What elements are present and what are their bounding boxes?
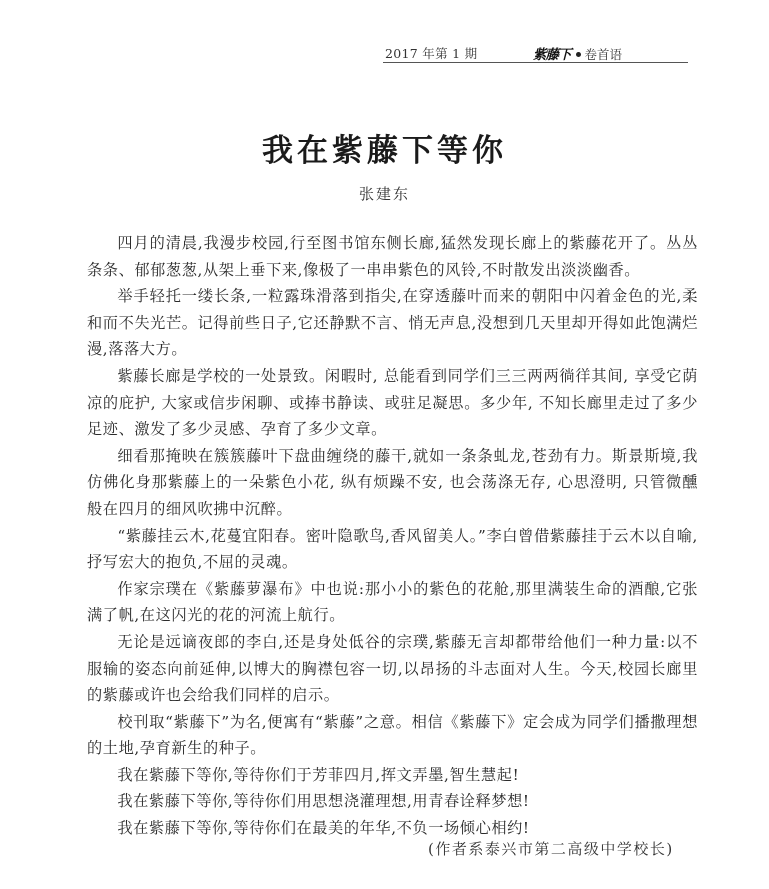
running-header xyxy=(383,44,688,63)
paragraph: 四月的清晨,我漫步校园,行至图书馆东侧长廊,猛然发现长廊上的紫藤花开了。丛丛条条、郁郁葱葱,从架上垂下来,像极了一串串紫色的风铃,不时散发出淡淡幽香。 xyxy=(87,234,698,279)
article-body xyxy=(87,230,698,842)
article-title: 我在紫藤下等你 xyxy=(262,133,507,169)
section-label xyxy=(533,43,622,63)
paragraph: 校刊取“紫藤下”为名,便寓有“紫藤”之意。相信《紫藤下》定会成为同学们播撒理想的土地,孕育新生的种子。 xyxy=(87,712,698,758)
author-note: (作者系泰兴市第二高级中学校长) xyxy=(428,840,674,858)
section-name: 卷首语 xyxy=(584,47,623,62)
paragraph: 举手轻托一缕长条,一粒露珠滑落到指尖,在穿透藤叶而来的朝阳中闪着金色的光,柔和而不失光芒。记得前些日子,它还静默不言、悄无声息,没想到几天里却开得如此饱满烂漫,落落大方。 xyxy=(87,287,698,359)
wish-line: 我在紫藤下等你,等待你们于芳菲四月,挥文弄墨,智生慧起! xyxy=(117,765,520,784)
paragraph: “紫藤挂云木,花蔓宜阳春。密叶隐歌鸟,香风留美人。”李白曾借紫藤挂于云木以自喻,抒写宏大的抱负,不屈的灵魂。 xyxy=(87,526,698,572)
wish-line: 我在紫藤下等你,等待你们在最美的年华,不负一场倾心相约! xyxy=(117,819,530,838)
paragraph: 紫藤长廊是学校的一处景致。闲暇时, 总能看到同学们三三两两徜徉其间, 享受它荫凉的庇护, 大家或信步闲聊、或捧书静读、或驻足凝思。多少年, 不知长廊里走过了多少足迹、激发了多少灵感、孕育了多少文章。 xyxy=(87,366,698,439)
wish-line: 我在紫藤下等你,等待你们用思想浇灌理想,用青春诠释梦想! xyxy=(117,792,530,811)
paragraph: 细看那掩映在簇簇藤叶下盘曲缠绕的藤干,就如一条条虬龙,苍劲有力。斯景斯境,我仿佛化身那紫藤上的一朵紫色小花, 纵有烦躁不安, 也会荡涤无存, 心思澄明, 只管微醺般在四月的细风吹拂中沉醉。 xyxy=(87,446,698,518)
journal-logo: 紫藤下 xyxy=(533,47,571,63)
article-author: 张建东 xyxy=(358,185,410,203)
issue-number: 2017 年第 1 期 xyxy=(385,46,478,61)
bullet-dot-icon xyxy=(576,52,581,57)
paragraph: 作家宗璞在《紫藤萝瀑布》中也说:那小小的紫色的花舱,那里满装生命的酒酿,它张满了帆,在这闪光的花的河流上航行。 xyxy=(87,579,698,625)
paragraph: 无论是远谪夜郎的李白,还是身处低谷的宗璞,紫藤无言却都带给他们一种力量:以不服输的姿态向前延伸,以博大的胸襟包容一切,以昂扬的斗志面对人生。今天,校园长廊里的紫藤或许也会给我们同样的启示。 xyxy=(87,632,698,705)
